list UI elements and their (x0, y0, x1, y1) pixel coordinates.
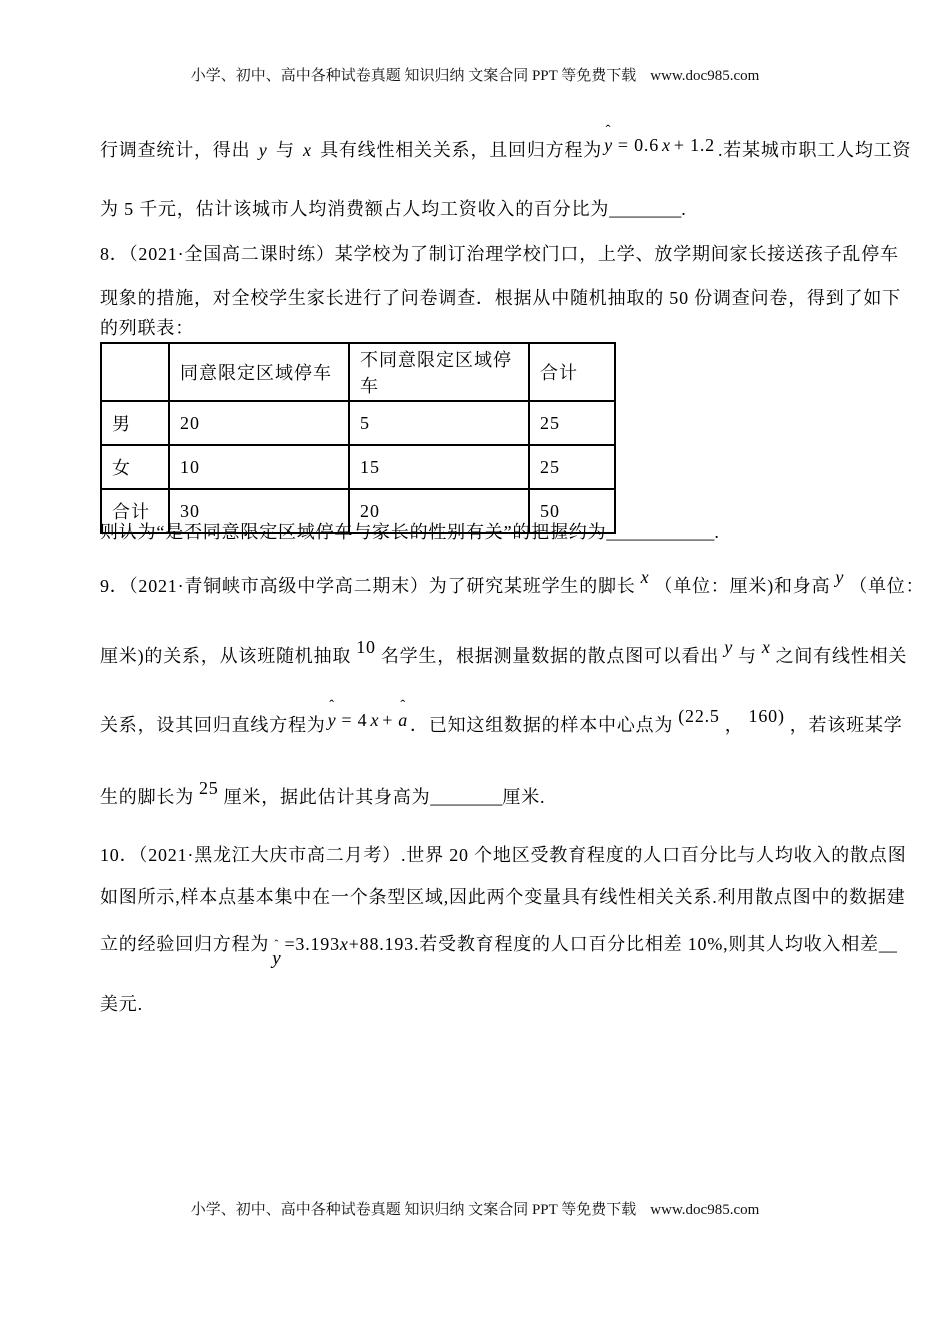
q9-text-10: ， (724, 715, 744, 735)
q9-text-12: 生的脚长为 (100, 787, 194, 807)
q7-text-3: 具有线性相关关系，且回归方程为 (320, 140, 603, 160)
q7-text-4: .若某城市职工人均工资 (717, 140, 912, 160)
regression-formula-3 (272, 937, 282, 969)
q9-text-5: 名学生，根据测量数据的散点图可以看出 (380, 646, 720, 666)
question9-line3 (100, 698, 903, 738)
answer-blank-4: __ (878, 934, 897, 954)
q10-text-6: 美元. (100, 994, 143, 1014)
q7-text-6: . (681, 199, 687, 219)
table-row (101, 445, 615, 489)
header-promo-text: 小学、初中、高中各种试卷真题 知识归纳 文案合同 PPT 等免费下载 (190, 68, 637, 84)
formula3-y: y (272, 948, 282, 969)
table-cell: 15 (349, 445, 529, 489)
question8-conclusion-line (100, 520, 880, 545)
q9-text-1: 9．（2021·青铜峡市高级中学高二期末）为了研究某班学生的脚长 (100, 576, 636, 596)
formula2-x: x (370, 710, 380, 730)
formula2-eq: = 4 (341, 710, 368, 730)
question10-line2 (100, 885, 906, 910)
question9-line2 (100, 636, 908, 669)
table-cell: 25 (529, 445, 615, 489)
formula2-y: y (327, 710, 337, 730)
row-label: 女 (101, 445, 169, 489)
table-cell: 10 (169, 445, 349, 489)
q8-text-3: 的列联表： (100, 318, 194, 338)
q9-text-13: 厘米，据此估计其身高为 (223, 787, 431, 807)
formula1-y: y (604, 135, 613, 155)
footer-site-url: www.doc985.com (650, 1202, 760, 1218)
formula1-eq: = 0.6 (617, 135, 660, 155)
q7-text-2: 与 (275, 140, 295, 160)
table-header-disagree: 不同意限定区域停车 (349, 343, 529, 401)
q10-text-4: =3.193 (284, 934, 340, 954)
table-cell: 20 (349, 489, 529, 533)
q7-text-5: 为 5 千元，估计该城市人均消费额占人均工资收入的百分比为 (100, 199, 610, 219)
question10-line1 (100, 843, 907, 868)
q9-text-14: 厘米. (502, 787, 546, 807)
regression-formula-1 (602, 123, 718, 155)
table-corner-cell (101, 343, 169, 401)
q9-text-9: ．已知这组数据的样本中心点为 (410, 715, 674, 735)
question10-line3 (100, 932, 897, 969)
table-header-row (101, 343, 615, 401)
question8-line2 (100, 286, 901, 311)
answer-blank-1: ________ (609, 199, 682, 219)
q9-text-7: 之间有线性相关 (775, 646, 908, 666)
raised-variable-x: x (640, 566, 650, 587)
sample-center-open: (22.5 (678, 705, 720, 726)
question8-line1 (100, 242, 899, 267)
formula3-x: x (339, 934, 349, 954)
q8-text-1: 8．（2021·全国高二课时练）某学校为了制订治理学校门口，上学、放学期间家长接送孩子乱停车 (100, 244, 899, 264)
raised-variable-y: y (724, 636, 734, 657)
regression-formula-2 (326, 698, 410, 730)
question9-line4 (100, 777, 880, 810)
header-site-url: www.doc985.com (650, 68, 760, 84)
question9-line1 (100, 566, 925, 599)
formula1-tail: + 1.2 (673, 135, 715, 155)
table-cell: 25 (529, 401, 615, 445)
q8-text-2: 现象的措施，对全校学生家长进行了问卷调查．根据从中随机抽取的 50 份调查问卷，得到了如下 (100, 288, 901, 308)
q10-text-1: 10．（2021·黑龙江大庆市高二月考）.世界 20 个地区受教育程度的人口百分比与人均收入的散点图 (100, 845, 907, 865)
q9-text-4: 厘米)的关系，从该班随机抽取 (100, 646, 352, 666)
q9-text-6: 与 (738, 646, 757, 666)
q9-text-11: ，若该班某学 (789, 715, 903, 735)
table-header-agree: 同意限定区域停车 (169, 343, 349, 401)
table-row (101, 401, 615, 445)
q8-text-5: . (714, 522, 720, 542)
q9-text-8: 关系，设其回归直线方程为 (100, 715, 326, 735)
variable-y: y (258, 140, 268, 160)
question10-line4 (100, 992, 880, 1017)
table-cell: 5 (349, 401, 529, 445)
answer-blank-3: ________ (430, 787, 503, 807)
raised-variable-y: y (835, 566, 845, 587)
contingency-table (100, 342, 616, 534)
hat-icon: ˆ (605, 123, 612, 140)
raised-variable-x: x (761, 636, 771, 657)
table-header-total: 合计 (529, 343, 615, 401)
row-label: 男 (101, 401, 169, 445)
sample-center-close: 160) (748, 705, 785, 726)
header-banner (0, 66, 950, 86)
formula2-a: a (398, 710, 409, 730)
answer-blank-2: ____________ (606, 522, 715, 542)
hat-icon: ˆ (329, 698, 335, 715)
table-cell: 30 (169, 489, 349, 533)
q10-text-3: 立的经验回归方程为 (100, 934, 270, 954)
q8-text-4: 则认为“是否同意限定区域停车与家长的性别有关”的把握约为 (100, 522, 607, 542)
q9-text-2: （单位：厘米)和身高 (654, 576, 831, 596)
hat-icon: ˆ (400, 698, 406, 715)
variable-x: x (302, 140, 312, 160)
row-label: 合计 (101, 489, 169, 533)
raised-number-25: 25 (199, 777, 219, 798)
formula1-x: x (662, 135, 671, 155)
raised-number-10: 10 (356, 636, 376, 657)
question7-line2 (100, 197, 880, 222)
question7-line1 (100, 123, 912, 163)
table-cell: 50 (529, 489, 615, 533)
footer-banner (0, 1200, 950, 1220)
q7-text-1: 行调查统计，得出 (100, 140, 251, 160)
formula2-plus: + (382, 710, 394, 730)
question8-line3 (100, 316, 880, 341)
table-cell: 20 (169, 401, 349, 445)
footer-promo-text: 小学、初中、高中各种试卷真题 知识归纳 文案合同 PPT 等免费下载 (190, 1202, 637, 1218)
q9-text-3: （单位： (849, 576, 925, 596)
q10-text-5: +88.193.若受教育程度的人口百分比相差 10%,则其人均收入相差 (348, 934, 879, 954)
q10-text-2: 如图所示,样本点基本集中在一个条型区域,因此两个变量具有线性相关关系.利用散点图中的数据建 (100, 887, 906, 907)
hat-icon: ˆ (274, 937, 280, 951)
